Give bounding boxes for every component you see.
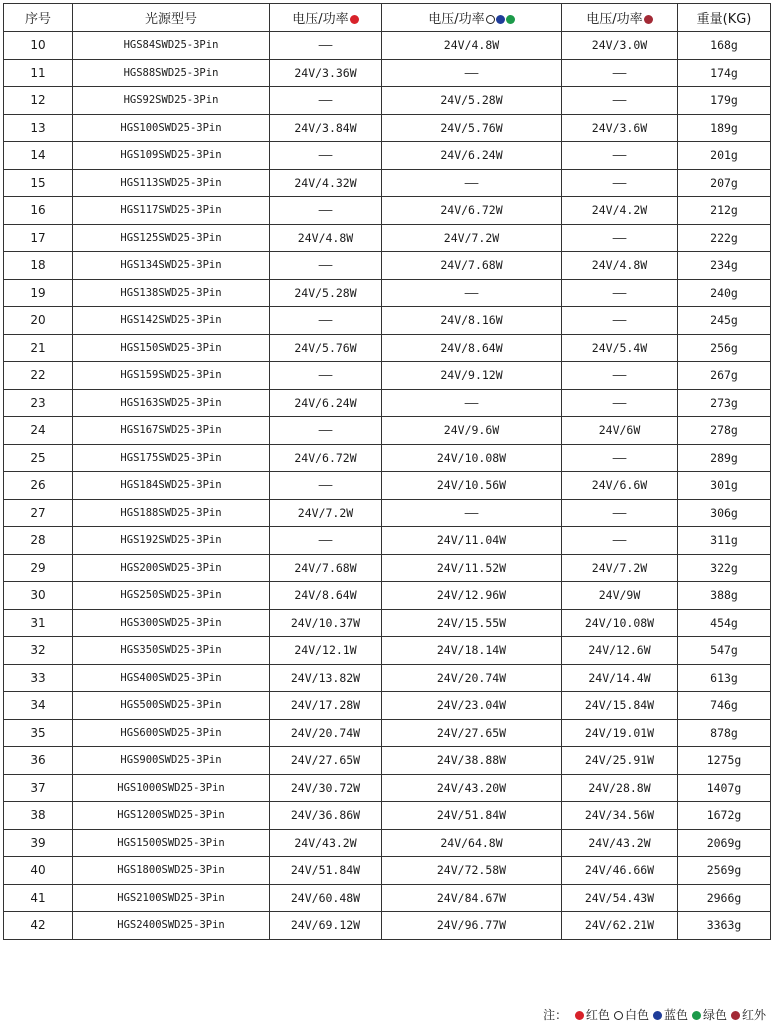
table-row (4, 444, 771, 472)
table-row (4, 362, 771, 390)
cell-red-power: —— (270, 87, 382, 115)
table-row (4, 582, 771, 610)
cell-ir-power: —— (562, 142, 678, 170)
cell-weight: 240g (678, 279, 771, 307)
cell-seq: 27 (4, 499, 73, 527)
table-row (4, 169, 771, 197)
cell-red-power: —— (270, 252, 382, 280)
cell-seq: 37 (4, 774, 73, 802)
cell-weight: 256g (678, 334, 771, 362)
table-row (4, 692, 771, 720)
cell-wbg-power: 24V/5.28W (382, 87, 562, 115)
cell-red-power: —— (270, 307, 382, 335)
cell-red-power: —— (270, 472, 382, 500)
cell-seq: 18 (4, 252, 73, 280)
cell-seq: 10 (4, 32, 73, 60)
table-row (4, 802, 771, 830)
cell-model: HGS1000SWD25-3Pin (73, 774, 270, 802)
table-row (4, 32, 771, 60)
legend-label: 蓝色 (663, 1008, 688, 1022)
cell-seq: 17 (4, 224, 73, 252)
cell-model: HGS400SWD25-3Pin (73, 664, 270, 692)
table-row (4, 884, 771, 912)
cell-weight: 1275g (678, 747, 771, 775)
cell-weight: 878g (678, 719, 771, 747)
white-dot-icon (486, 15, 495, 24)
table-row (4, 334, 771, 362)
cell-weight: 222g (678, 224, 771, 252)
table-row (4, 197, 771, 225)
cell-wbg-power: 24V/84.67W (382, 884, 562, 912)
cell-model: HGS350SWD25-3Pin (73, 637, 270, 665)
cell-red-power: 24V/8.64W (270, 582, 382, 610)
spec-table (3, 3, 771, 940)
cell-red-power: 24V/13.82W (270, 664, 382, 692)
cell-weight: 207g (678, 169, 771, 197)
cell-seq: 24 (4, 417, 73, 445)
blue-dot-icon (496, 15, 505, 24)
header-wbg-power: 电压/功率 (382, 4, 562, 32)
table-row (4, 527, 771, 555)
cell-weight: 547g (678, 637, 771, 665)
cell-wbg-power: 24V/10.56W (382, 472, 562, 500)
cell-ir-power: 24V/34.56W (562, 802, 678, 830)
cell-model: HGS159SWD25-3Pin (73, 362, 270, 390)
cell-red-power: 24V/69.12W (270, 912, 382, 940)
cell-wbg-power: 24V/7.2W (382, 224, 562, 252)
table-row (4, 747, 771, 775)
blue-dot-icon (653, 1011, 662, 1020)
cell-ir-power: 24V/7.2W (562, 554, 678, 582)
cell-ir-power: 24V/46.66W (562, 857, 678, 885)
cell-weight: 245g (678, 307, 771, 335)
cell-seq: 20 (4, 307, 73, 335)
cell-seq: 16 (4, 197, 73, 225)
header-weight: 重量(KG) (678, 4, 771, 32)
table-row (4, 307, 771, 335)
cell-ir-power: 24V/6.6W (562, 472, 678, 500)
cell-red-power: 24V/60.48W (270, 884, 382, 912)
cell-model: HGS600SWD25-3Pin (73, 719, 270, 747)
cell-wbg-power: —— (382, 279, 562, 307)
cell-ir-power: 24V/3.0W (562, 32, 678, 60)
table-body (4, 32, 771, 940)
cell-weight: 174g (678, 59, 771, 87)
table-row (4, 664, 771, 692)
green-dot-icon (506, 15, 515, 24)
cell-weight: 613g (678, 664, 771, 692)
green-dot-icon (692, 1011, 701, 1020)
cell-weight: 2569g (678, 857, 771, 885)
cell-wbg-power: 24V/11.52W (382, 554, 562, 582)
cell-wbg-power: 24V/23.04W (382, 692, 562, 720)
cell-wbg-power: 24V/9.6W (382, 417, 562, 445)
white-dot-icon (614, 1011, 623, 1020)
table-row (4, 857, 771, 885)
cell-wbg-power: 24V/27.65W (382, 719, 562, 747)
cell-red-power: 24V/10.37W (270, 609, 382, 637)
cell-wbg-power: 24V/4.8W (382, 32, 562, 60)
cell-wbg-power: 24V/7.68W (382, 252, 562, 280)
table-row (4, 142, 771, 170)
table-row (4, 87, 771, 115)
table-row (4, 637, 771, 665)
cell-weight: 322g (678, 554, 771, 582)
cell-weight: 179g (678, 87, 771, 115)
cell-ir-power: 24V/54.43W (562, 884, 678, 912)
cell-red-power: 24V/3.84W (270, 114, 382, 142)
cell-red-power: 24V/27.65W (270, 747, 382, 775)
cell-weight: 2069g (678, 829, 771, 857)
cell-wbg-power: 24V/8.64W (382, 334, 562, 362)
cell-red-power: 24V/5.28W (270, 279, 382, 307)
cell-ir-power: —— (562, 307, 678, 335)
cell-wbg-power: 24V/12.96W (382, 582, 562, 610)
cell-weight: 234g (678, 252, 771, 280)
cell-seq: 40 (4, 857, 73, 885)
cell-model: HGS84SWD25-3Pin (73, 32, 270, 60)
cell-model: HGS2100SWD25-3Pin (73, 884, 270, 912)
cell-seq: 25 (4, 444, 73, 472)
table-row (4, 609, 771, 637)
cell-ir-power: 24V/14.4W (562, 664, 678, 692)
cell-ir-power: —— (562, 444, 678, 472)
cell-model: HGS109SWD25-3Pin (73, 142, 270, 170)
table-row (4, 59, 771, 87)
cell-ir-power: —— (562, 169, 678, 197)
cell-red-power: 24V/6.72W (270, 444, 382, 472)
cell-seq: 39 (4, 829, 73, 857)
header-ir-power: 电压/功率 (562, 4, 678, 32)
cell-ir-power: —— (562, 224, 678, 252)
cell-model: HGS134SWD25-3Pin (73, 252, 270, 280)
cell-weight: 289g (678, 444, 771, 472)
header-seq: 序号 (4, 4, 73, 32)
cell-seq: 42 (4, 912, 73, 940)
cell-red-power: 24V/5.76W (270, 334, 382, 362)
cell-weight: 1672g (678, 802, 771, 830)
cell-ir-power: —— (562, 87, 678, 115)
cell-ir-power: 24V/5.4W (562, 334, 678, 362)
cell-ir-power: —— (562, 389, 678, 417)
cell-ir-power: —— (562, 279, 678, 307)
cell-red-power: 24V/17.28W (270, 692, 382, 720)
cell-seq: 34 (4, 692, 73, 720)
cell-red-power: 24V/6.24W (270, 389, 382, 417)
infrared-dot-icon (644, 15, 653, 24)
legend-note (543, 1006, 766, 1023)
cell-model: HGS1500SWD25-3Pin (73, 829, 270, 857)
cell-wbg-power: 24V/43.20W (382, 774, 562, 802)
cell-model: HGS88SWD25-3Pin (73, 59, 270, 87)
cell-model: HGS92SWD25-3Pin (73, 87, 270, 115)
cell-wbg-power: 24V/15.55W (382, 609, 562, 637)
cell-seq: 11 (4, 59, 73, 87)
cell-seq: 32 (4, 637, 73, 665)
cell-weight: 267g (678, 362, 771, 390)
red-dot-icon (575, 1011, 584, 1020)
table-row (4, 829, 771, 857)
note-prefix: 注： (543, 1008, 568, 1022)
cell-ir-power: 24V/62.21W (562, 912, 678, 940)
cell-model: HGS188SWD25-3Pin (73, 499, 270, 527)
cell-ir-power: 24V/28.8W (562, 774, 678, 802)
table-row (4, 417, 771, 445)
cell-model: HGS125SWD25-3Pin (73, 224, 270, 252)
cell-wbg-power: 24V/96.77W (382, 912, 562, 940)
cell-model: HGS900SWD25-3Pin (73, 747, 270, 775)
table-row (4, 719, 771, 747)
cell-ir-power: 24V/43.2W (562, 829, 678, 857)
red-dot-icon (350, 15, 359, 24)
cell-wbg-power: 24V/51.84W (382, 802, 562, 830)
table-row (4, 774, 771, 802)
cell-model: HGS1200SWD25-3Pin (73, 802, 270, 830)
legend-label: 红外 (741, 1008, 766, 1022)
cell-model: HGS200SWD25-3Pin (73, 554, 270, 582)
cell-red-power: 24V/36.86W (270, 802, 382, 830)
cell-seq: 41 (4, 884, 73, 912)
cell-ir-power: 24V/10.08W (562, 609, 678, 637)
cell-weight: 311g (678, 527, 771, 555)
infrared-dot-icon (731, 1011, 740, 1020)
cell-seq: 29 (4, 554, 73, 582)
cell-seq: 30 (4, 582, 73, 610)
cell-red-power: 24V/30.72W (270, 774, 382, 802)
cell-weight: 3363g (678, 912, 771, 940)
legend-label: 红色 (585, 1008, 610, 1022)
cell-wbg-power: 24V/9.12W (382, 362, 562, 390)
cell-model: HGS192SWD25-3Pin (73, 527, 270, 555)
cell-red-power: —— (270, 197, 382, 225)
cell-red-power: 24V/4.8W (270, 224, 382, 252)
cell-wbg-power: —— (382, 499, 562, 527)
cell-seq: 23 (4, 389, 73, 417)
cell-red-power: —— (270, 362, 382, 390)
cell-red-power: —— (270, 142, 382, 170)
cell-model: HGS1800SWD25-3Pin (73, 857, 270, 885)
cell-red-power: 24V/4.32W (270, 169, 382, 197)
cell-ir-power: 24V/6W (562, 417, 678, 445)
cell-model: HGS100SWD25-3Pin (73, 114, 270, 142)
cell-weight: 273g (678, 389, 771, 417)
cell-seq: 26 (4, 472, 73, 500)
header-red-power: 电压/功率 (270, 4, 382, 32)
cell-seq: 12 (4, 87, 73, 115)
cell-model: HGS184SWD25-3Pin (73, 472, 270, 500)
legend-label: 绿色 (702, 1008, 727, 1022)
cell-seq: 35 (4, 719, 73, 747)
cell-model: HGS138SWD25-3Pin (73, 279, 270, 307)
cell-seq: 13 (4, 114, 73, 142)
table-row (4, 252, 771, 280)
cell-wbg-power: 24V/72.58W (382, 857, 562, 885)
cell-seq: 33 (4, 664, 73, 692)
cell-seq: 36 (4, 747, 73, 775)
cell-model: HGS113SWD25-3Pin (73, 169, 270, 197)
cell-wbg-power: 24V/11.04W (382, 527, 562, 555)
table-row (4, 499, 771, 527)
cell-model: HGS300SWD25-3Pin (73, 609, 270, 637)
cell-wbg-power: 24V/20.74W (382, 664, 562, 692)
cell-weight: 168g (678, 32, 771, 60)
cell-red-power: —— (270, 527, 382, 555)
cell-red-power: —— (270, 32, 382, 60)
table-row (4, 114, 771, 142)
cell-red-power: 24V/51.84W (270, 857, 382, 885)
cell-red-power: 24V/3.36W (270, 59, 382, 87)
cell-ir-power: 24V/15.84W (562, 692, 678, 720)
cell-ir-power: —— (562, 59, 678, 87)
cell-seq: 22 (4, 362, 73, 390)
cell-red-power: 24V/7.2W (270, 499, 382, 527)
cell-seq: 28 (4, 527, 73, 555)
cell-model: HGS2400SWD25-3Pin (73, 912, 270, 940)
cell-wbg-power: 24V/18.14W (382, 637, 562, 665)
table-row (4, 472, 771, 500)
cell-model: HGS117SWD25-3Pin (73, 197, 270, 225)
cell-seq: 31 (4, 609, 73, 637)
cell-weight: 454g (678, 609, 771, 637)
cell-red-power: —— (270, 417, 382, 445)
cell-wbg-power: 24V/6.24W (382, 142, 562, 170)
header-model: 光源型号 (73, 4, 270, 32)
cell-wbg-power: 24V/10.08W (382, 444, 562, 472)
cell-model: HGS500SWD25-3Pin (73, 692, 270, 720)
cell-wbg-power: 24V/64.8W (382, 829, 562, 857)
cell-ir-power: —— (562, 362, 678, 390)
cell-red-power: 24V/7.68W (270, 554, 382, 582)
cell-model: HGS250SWD25-3Pin (73, 582, 270, 610)
cell-wbg-power: 24V/38.88W (382, 747, 562, 775)
cell-red-power: 24V/43.2W (270, 829, 382, 857)
cell-ir-power: 24V/12.6W (562, 637, 678, 665)
cell-seq: 21 (4, 334, 73, 362)
table-row (4, 389, 771, 417)
cell-ir-power: 24V/3.6W (562, 114, 678, 142)
cell-weight: 388g (678, 582, 771, 610)
cell-ir-power: 24V/4.2W (562, 197, 678, 225)
table-row (4, 224, 771, 252)
cell-seq: 19 (4, 279, 73, 307)
header-row (4, 4, 771, 32)
table-row (4, 279, 771, 307)
cell-ir-power: —— (562, 527, 678, 555)
legend-label: 白色 (624, 1008, 649, 1022)
cell-weight: 746g (678, 692, 771, 720)
cell-weight: 2966g (678, 884, 771, 912)
cell-wbg-power: 24V/5.76W (382, 114, 562, 142)
cell-ir-power: 24V/4.8W (562, 252, 678, 280)
cell-wbg-power: 24V/8.16W (382, 307, 562, 335)
cell-ir-power: 24V/9W (562, 582, 678, 610)
cell-weight: 278g (678, 417, 771, 445)
cell-wbg-power: 24V/6.72W (382, 197, 562, 225)
cell-ir-power: 24V/25.91W (562, 747, 678, 775)
table-row (4, 912, 771, 940)
table-row (4, 554, 771, 582)
cell-seq: 38 (4, 802, 73, 830)
cell-seq: 15 (4, 169, 73, 197)
cell-model: HGS163SWD25-3Pin (73, 389, 270, 417)
cell-model: HGS175SWD25-3Pin (73, 444, 270, 472)
cell-seq: 14 (4, 142, 73, 170)
cell-model: HGS142SWD25-3Pin (73, 307, 270, 335)
cell-model: HGS167SWD25-3Pin (73, 417, 270, 445)
cell-wbg-power: —— (382, 169, 562, 197)
cell-weight: 301g (678, 472, 771, 500)
cell-weight: 306g (678, 499, 771, 527)
cell-weight: 1407g (678, 774, 771, 802)
cell-wbg-power: —— (382, 59, 562, 87)
cell-model: HGS150SWD25-3Pin (73, 334, 270, 362)
cell-ir-power: —— (562, 499, 678, 527)
cell-red-power: 24V/20.74W (270, 719, 382, 747)
cell-ir-power: 24V/19.01W (562, 719, 678, 747)
cell-wbg-power: —— (382, 389, 562, 417)
cell-weight: 201g (678, 142, 771, 170)
cell-red-power: 24V/12.1W (270, 637, 382, 665)
cell-weight: 212g (678, 197, 771, 225)
cell-weight: 189g (678, 114, 771, 142)
